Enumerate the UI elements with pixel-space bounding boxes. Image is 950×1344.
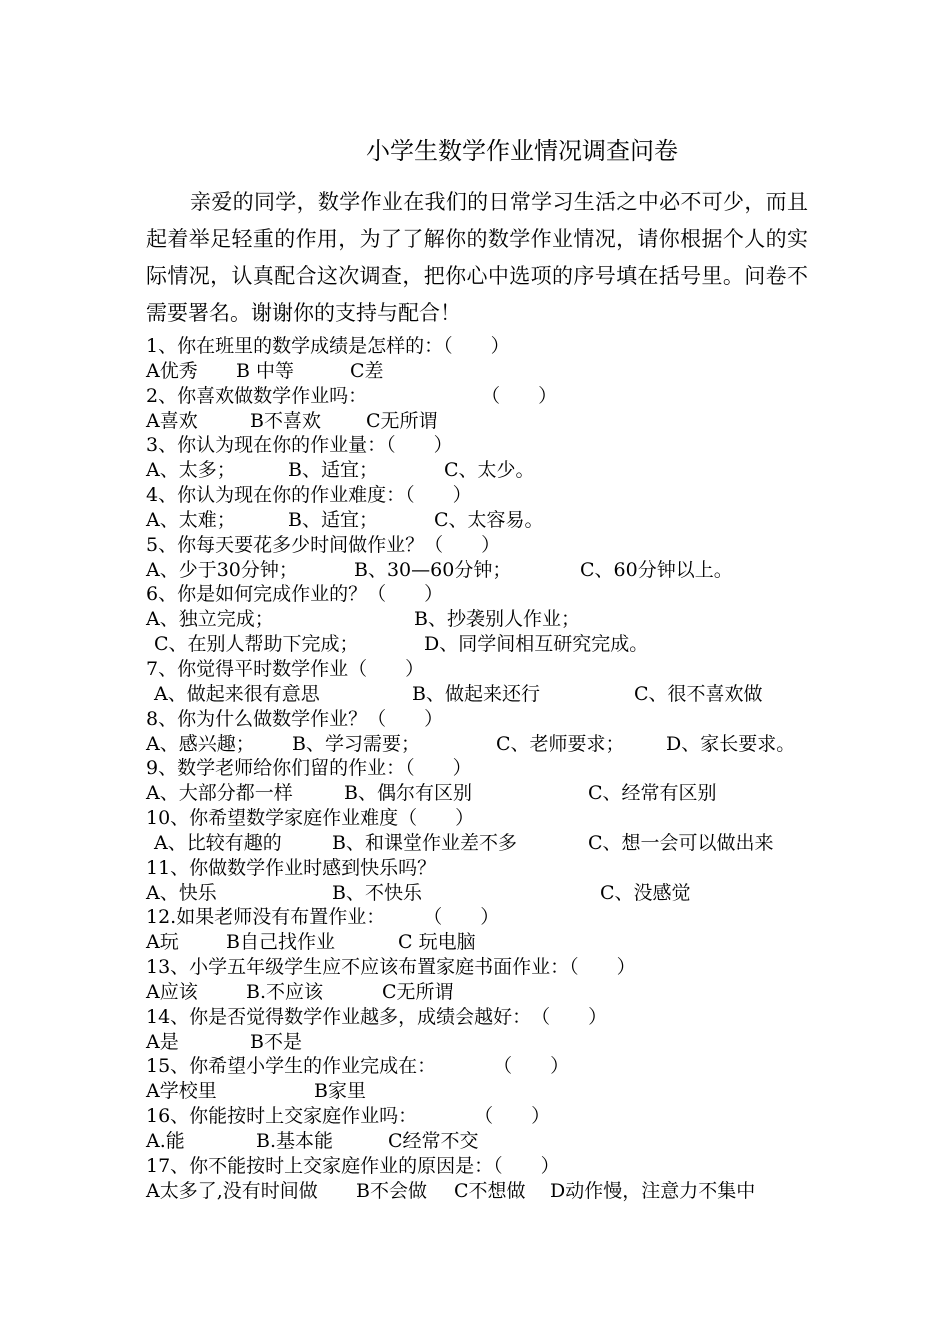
question-9: 9、数学老师给你们留的作业：（ ） — [146, 757, 472, 780]
option-d: D、家长要求。 — [666, 732, 796, 755]
options-7 — [146, 682, 846, 707]
option-b: B不喜欢 — [250, 409, 321, 432]
options-6a — [146, 607, 846, 632]
option-a: A.能 — [146, 1130, 185, 1152]
question-17: 17、你不能按时上交家庭作业的原因是：（ ） — [146, 1154, 560, 1177]
question-12: 12.如果老师没有布置作业： （ ） — [146, 906, 500, 929]
question-1: 1、你在班里的数学成绩是怎样的：（ ） — [146, 335, 510, 357]
options-16 — [146, 1129, 846, 1154]
option-b: B 中等 — [236, 359, 295, 382]
option-a: A喜欢 — [146, 409, 198, 432]
question-16: 16、你能按时上交家庭作业吗： （ ） — [146, 1105, 551, 1128]
option-c: C无所谓 — [366, 409, 438, 432]
options-15 — [146, 1079, 846, 1104]
options-14 — [146, 1030, 846, 1055]
option-a: A、感兴趣； — [146, 732, 255, 755]
option-c: C、太容易。 — [434, 508, 544, 531]
question-13: 13、小学五年级学生应不应该布置家庭书面作业：（ ） — [146, 956, 636, 979]
option-c: C、老师要求； — [496, 732, 625, 755]
question-2: 2、你喜欢做数学作业吗： （ ） — [146, 384, 558, 407]
options-4 — [146, 508, 846, 533]
option-c: C、60分钟以上。 — [580, 558, 733, 581]
options-12 — [146, 930, 846, 955]
option-b: B、偶尔有区别 — [344, 782, 472, 805]
option-b: B、适宜； — [288, 508, 378, 531]
options-9 — [146, 781, 846, 806]
options-11 — [146, 881, 846, 906]
option-b: B自己找作业 — [226, 931, 335, 954]
options-3 — [146, 458, 846, 483]
option-c: C、想一会可以做出来 — [588, 831, 774, 854]
option-b: B.不应该 — [246, 980, 324, 1003]
option-c: C无所谓 — [382, 980, 454, 1003]
question-list — [146, 334, 846, 1204]
option-c: C、经常有区别 — [588, 782, 717, 805]
option-a: A应该 — [146, 980, 198, 1003]
options-1 — [146, 359, 846, 384]
option-a: A太多了,没有时间做 — [146, 1179, 318, 1202]
options-10 — [146, 831, 846, 856]
option-a: A玩 — [146, 931, 179, 954]
option-c: C经常不交 — [388, 1130, 479, 1152]
options-5 — [146, 558, 846, 583]
option-c: C不想做 — [454, 1179, 526, 1202]
option-b: B不是 — [250, 1030, 302, 1053]
option-b: B、做起来还行 — [412, 682, 540, 705]
option-b: B.基本能 — [256, 1130, 334, 1152]
question-8: 8、你为什么做数学作业？（ ） — [146, 707, 444, 730]
option-c: C、很不喜欢做 — [634, 682, 763, 705]
options-2 — [146, 409, 846, 434]
question-14: 14、你是否觉得数学作业越多，成绩会越好： （ ） — [146, 1005, 608, 1028]
intro-paragraph: 亲爱的同学，数学作业在我们的日常学习生活之中必不可少，而且起着举足轻重的作用，为了了解你的数学作业情况，请你根据个人的实际情况，认真配合这次调查，把你心中选项的序号填在括号里。问卷不需要署名。谢谢你的支持与配合！ — [146, 190, 808, 325]
option-b: B、适宜； — [288, 459, 378, 482]
option-a: A、少于30分钟； — [146, 558, 298, 581]
option-c: C差 — [350, 359, 384, 382]
question-3: 3、你认为现在你的作业量：（ ） — [146, 434, 453, 457]
option-b: B、30—60分钟； — [354, 558, 512, 581]
question-11: 11、你做数学作业时感到快乐吗？ — [146, 856, 437, 879]
option-a: A、大部分都一样 — [146, 782, 293, 805]
option-a: A、做起来很有意思 — [154, 682, 320, 705]
option-d: D动作慢，注意力不集中 — [550, 1179, 756, 1202]
option-c: C、没感觉 — [600, 881, 691, 904]
option-c: C 玩电脑 — [398, 931, 476, 954]
option-c: C、在别人帮助下完成； — [154, 633, 359, 656]
option-a: A、快乐 — [146, 881, 217, 904]
question-10: 10、你希望数学家庭作业难度（ ） — [146, 807, 475, 830]
page-title: 小学生数学作业情况调查问卷 — [366, 137, 678, 165]
question-5: 5、你每天要花多少时间做作业？（ ） — [146, 533, 501, 556]
question-4: 4、你认为现在你的作业难度：（ ） — [146, 484, 472, 507]
options-6b — [146, 632, 846, 657]
question-6: 6、你是如何完成作业的？（ ） — [146, 583, 444, 606]
option-a: A、比较有趣的 — [154, 831, 282, 854]
options-8 — [146, 732, 846, 757]
option-b: B、抄袭别人作业； — [414, 608, 580, 631]
option-a: A、太难； — [146, 508, 236, 531]
option-a: A是 — [146, 1030, 179, 1053]
options-17 — [146, 1179, 846, 1204]
option-b: B、学习需要； — [292, 732, 420, 755]
option-b: B、和课堂作业差不多 — [332, 831, 517, 854]
options-13 — [146, 980, 846, 1005]
question-15: 15、你希望小学生的作业完成在： （ ） — [146, 1055, 570, 1078]
option-a: A学校里 — [146, 1080, 217, 1103]
option-b: B家里 — [314, 1080, 366, 1103]
option-a: A、独立完成； — [146, 608, 274, 631]
option-a: A优秀 — [146, 359, 198, 382]
question-7: 7、你觉得平时数学作业（ ） — [146, 657, 425, 680]
option-a: A、太多； — [146, 459, 236, 482]
option-b: B、不快乐 — [332, 881, 422, 904]
option-d: D、同学间相互研究完成。 — [424, 633, 649, 656]
option-b: B不会做 — [356, 1179, 427, 1202]
option-c: C、太少。 — [444, 459, 535, 482]
